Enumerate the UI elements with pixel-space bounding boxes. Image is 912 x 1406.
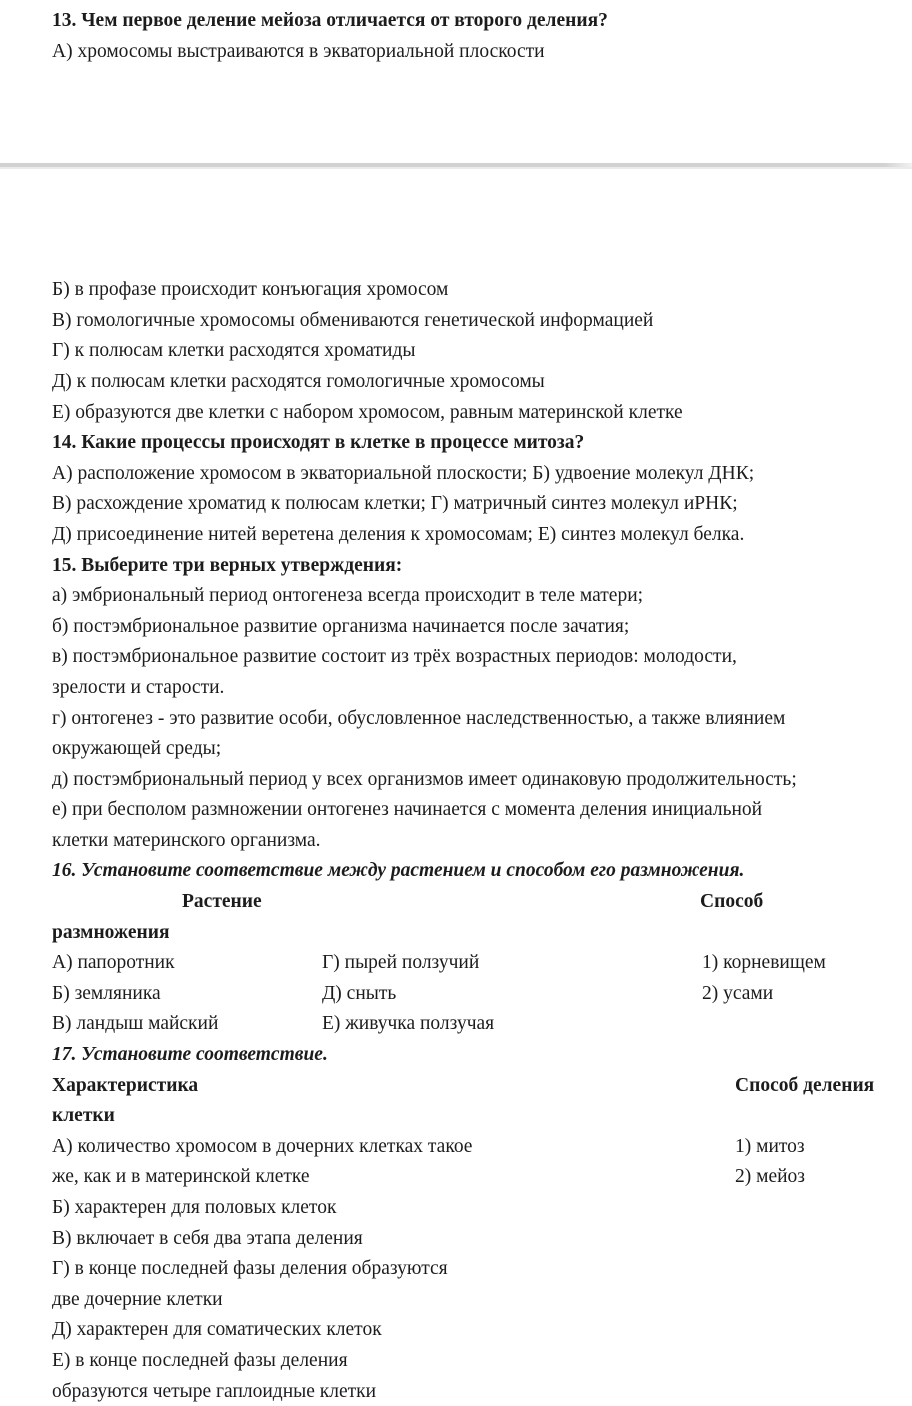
q17-header-characteristic-wrap: клетки: [52, 1105, 115, 1127]
q16-plant-option: Д) сныть: [322, 982, 397, 1004]
q17-characteristic: Г) в конце последней фазы деления образуются: [52, 1258, 448, 1280]
question-13-option: Г) к полюсам клетки расходятся хроматиды: [52, 340, 416, 362]
q16-header-plant: Растение: [182, 891, 262, 913]
question-15-statement: в) постэмбриональное развитие состоит из трёх возрастных периодов: молодости,: [52, 646, 737, 668]
question-14-line: Д) присоединение нитей веретена деления к хромосомам; Е) синтез молекул белка.: [52, 523, 745, 545]
question-14-title: 14. Какие процессы происходят в клетке в процессе митоза?: [52, 432, 585, 454]
question-13-option-a: А) хромосомы выстраиваются в экваториальной плоскости: [52, 40, 545, 62]
question-15-statement: зрелости и старости.: [52, 676, 225, 698]
question-14-line: В) расхождение хроматид к полюсам клетки; Г) матричный синтез молекул иРНК;: [52, 493, 738, 515]
question-13-title: 13. Чем первое деление мейоза отличается от второго деления?: [52, 10, 608, 31]
question-15-statement: е) при бесполом размножении онтогенез начинается с момента деления инициальной: [52, 799, 763, 821]
q17-characteristic: Е) в конце последней фазы деления: [52, 1349, 348, 1371]
q17-characteristic: Д) характерен для соматических клеток: [52, 1319, 382, 1341]
q17-header-characteristic: Характеристика: [52, 1074, 199, 1096]
q17-characteristic: образуются четыре гаплоидные клетки: [52, 1380, 377, 1402]
q16-plant-option: А) папоротник: [52, 952, 175, 974]
q16-plant-option: Г) пырей ползучий: [322, 952, 480, 974]
q17-characteristic: Б) характерен для половых клеток: [52, 1197, 337, 1218]
question-15-statement: клетки материнского организма.: [52, 829, 321, 851]
q16-header-method: Способ: [700, 891, 764, 913]
question-15-statement: д) постэмбриональный период у всех организмов имеет одинаковую продолжительность;: [52, 768, 797, 790]
q17-match-row: [52, 1132, 912, 1163]
question-15-statement: окружающей среды;: [52, 738, 222, 760]
q16-match-row: [52, 948, 912, 979]
q17-header-division-method: Способ деления: [735, 1074, 875, 1096]
question-16-title: 16. Установите соответствие между растением и способом его размножения.: [52, 860, 745, 882]
question-13-option: Е) образуются две клетки с набором хромосом, равным материнской клетке: [52, 401, 683, 423]
q16-match-row: [52, 1009, 912, 1040]
q17-characteristic: две дочерние клетки: [52, 1288, 223, 1310]
q16-method-option: 2) усами: [702, 982, 774, 1004]
question-15-title: 15. Выберите три верных утверждения:: [52, 554, 403, 576]
q17-characteristic: В) включает в себя два этапа деления: [52, 1227, 363, 1249]
q17-division-option: 2) мейоз: [735, 1166, 806, 1188]
q17-characteristic: же, как и в материнской клетке: [52, 1166, 310, 1188]
question-17-column-headers: [52, 1071, 912, 1102]
blank-area: [52, 67, 912, 275]
question-15-statement: г) онтогенез - это развитие особи, обусловленное наследственностью, а также влиянием: [52, 707, 786, 729]
question-13-option: Б) в профазе происходит конъюгация хромосом: [52, 279, 449, 301]
q17-characteristic: А) количество хромосом в дочерних клетках такое: [52, 1135, 473, 1157]
q16-plant-option: В) ландыш майский: [52, 1013, 219, 1035]
question-14-line: А) расположение хромосом в экваториальной плоскости; Б) удвоение молекул ДНК;: [52, 462, 755, 484]
q16-header-method-wrap: размножения: [52, 921, 170, 943]
question-15-statement: а) эмбриональный период онтогенеза всегда происходит в теле матери;: [52, 585, 644, 607]
question-13-option: Д) к полюсам клетки расходятся гомологичные хромосомы: [52, 370, 545, 392]
q16-method-option: 1) корневищем: [702, 952, 826, 974]
question-15-statement: б) постэмбриональное развитие организма начинается после зачатия;: [52, 615, 630, 637]
q17-match-row: [52, 1162, 912, 1193]
page-break-divider: [0, 163, 912, 169]
q16-plant-option: Б) земляника: [52, 982, 161, 1004]
question-13-option: В) гомологичные хромосомы обмениваются генетической информацией: [52, 309, 654, 331]
q17-division-option: 1) митоз: [735, 1135, 805, 1157]
q16-match-row: [52, 979, 912, 1010]
q16-plant-option: Е) живучка ползучая: [322, 1013, 495, 1035]
question-16-column-headers: [52, 887, 912, 918]
question-17-title: 17. Установите соответствие.: [52, 1044, 328, 1066]
